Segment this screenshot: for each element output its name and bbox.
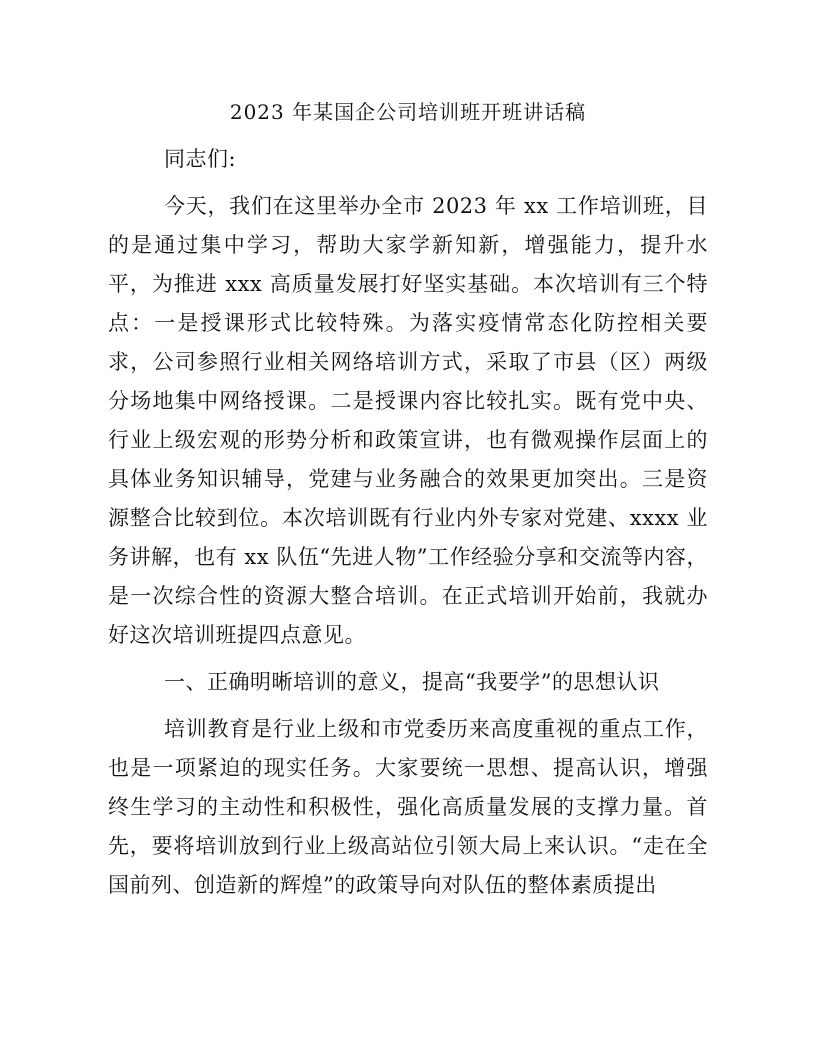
document-body (108, 140, 708, 905)
document-title: 2023 年某国企公司培训班开班讲话稿 (229, 100, 587, 124)
paragraph-section-1: 培训教育是行业上级和市党委历来高度重视的重点工作，也是一项紧迫的现实任务。大家要统一思想、提高认识，增强终生学习的主动性和积极性，强化高质量发展的支撑力量。首先，要将培训放到行业上级高站位引领大局上来认识。“走在全国前列、创造新的辉煌”的政策导向对队伍的整体素质提出 (108, 717, 708, 897)
section-heading-1: 一、正确明晰培训的意义，提高“我要学”的思想认识 (164, 670, 660, 694)
paragraph-intro: 今天，我们在这里举办全市 2023 年 xx 工作培训班，目的是通过集中学习，帮助大家学新知新，增强能力，提升水平，为推进 xxx 高质量发展打好坚实基础。本次培训有三个特点：一是授课形式比较特殊。为落实疫情常态化防控相关要求，公司参照行业相关网络培训方式，采取了市县（区）两级分场地集中网络授课。二是授课内容比较扎实。既有党中央、行业上级宏观的形势分析和政策宣讲，也有微观操作层面上的具体业务知识辅导，党建与业务融合的效果更加突出。三是资源整合比较到位。本次培训既有行业内外专家对党建、xxxx 业务讲解，也有 xx 队伍“先进人物”工作经验分享和交流等内容，是一次综合性的资源大整合培训。在正式培训开始前，我就办好这次培训班提四点意见。 (108, 194, 708, 647)
salutation: 同志们: (164, 147, 237, 171)
